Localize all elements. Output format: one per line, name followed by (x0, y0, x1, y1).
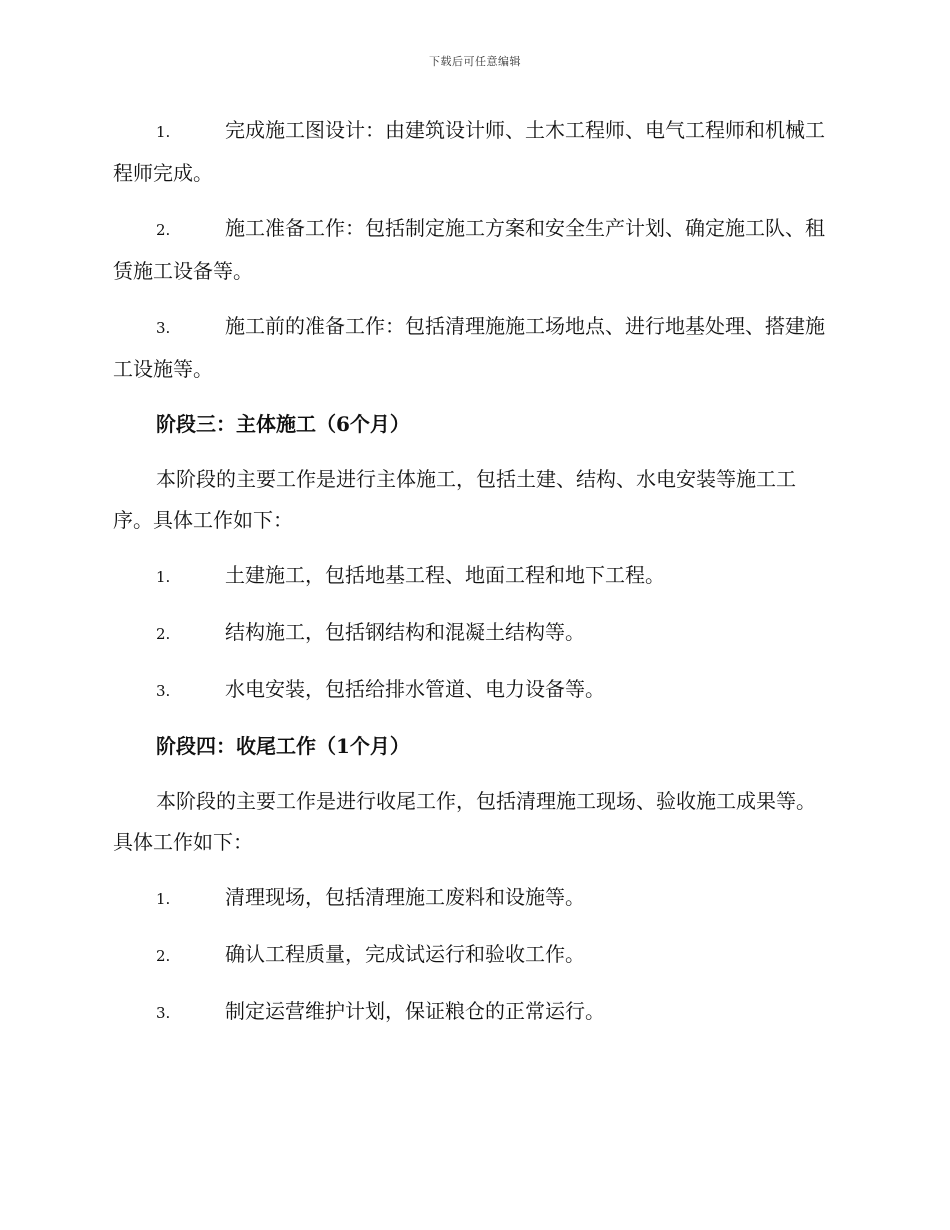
list-item (113, 555, 835, 598)
list-number: 2. (156, 947, 171, 965)
page-header: 下载后可任意编辑 (429, 55, 521, 68)
list-text: 完成施工图设计：由建筑设计师、土木工程师、电气工程师和机械工程师完成。 (113, 118, 825, 185)
list-number: 2. (156, 625, 171, 643)
list-text: 清理现场，包括清理施工废料和设施等。 (225, 885, 585, 909)
list-text: 确认工程质量，完成试运行和验收工作。 (225, 942, 585, 966)
list-number: 3. (156, 1004, 171, 1022)
list-text: 施工准备工作：包括制定施工方案和安全生产计划、确定施工队、租赁施工设备等。 (113, 216, 825, 283)
section-intro-phase4: 本阶段的主要工作是进行收尾工作，包括清理施工现场、验收施工成果等。具体工作如下： (113, 789, 816, 854)
list-text: 水电安装，包括给排水管道、电力设备等。 (225, 677, 605, 701)
list-text: 土建施工，包括地基工程、地面工程和地下工程。 (225, 563, 665, 587)
list-item (113, 669, 835, 712)
document-body (113, 110, 835, 1048)
list-item (113, 208, 835, 292)
list-number: 1. (156, 123, 171, 141)
list-item (113, 612, 835, 655)
list-text: 结构施工，包括钢结构和混凝土结构等。 (225, 620, 585, 644)
list-number: 1. (156, 890, 171, 908)
list-number: 2. (156, 221, 171, 239)
list-text: 制定运营维护计划，保证粮仓的正常运行。 (225, 999, 605, 1023)
section-intro-phase3: 本阶段的主要工作是进行主体施工，包括土建、结构、水电安装等施工工序。具体工作如下： (113, 467, 796, 532)
list-item (113, 110, 835, 194)
list-number: 3. (156, 682, 171, 700)
list-text: 施工前的准备工作：包括清理施施工场地点、进行地基处理、搭建施工设施等。 (113, 314, 825, 381)
list-item (113, 934, 835, 977)
list-number: 1. (156, 568, 171, 586)
section-heading-phase4: 阶段四：收尾工作（1个月） (156, 734, 410, 758)
list-item (113, 991, 835, 1034)
list-number: 3. (156, 319, 171, 337)
section-heading-phase3: 阶段三：主体施工（6个月） (156, 412, 410, 436)
list-item (113, 877, 835, 920)
list-item (113, 306, 835, 390)
